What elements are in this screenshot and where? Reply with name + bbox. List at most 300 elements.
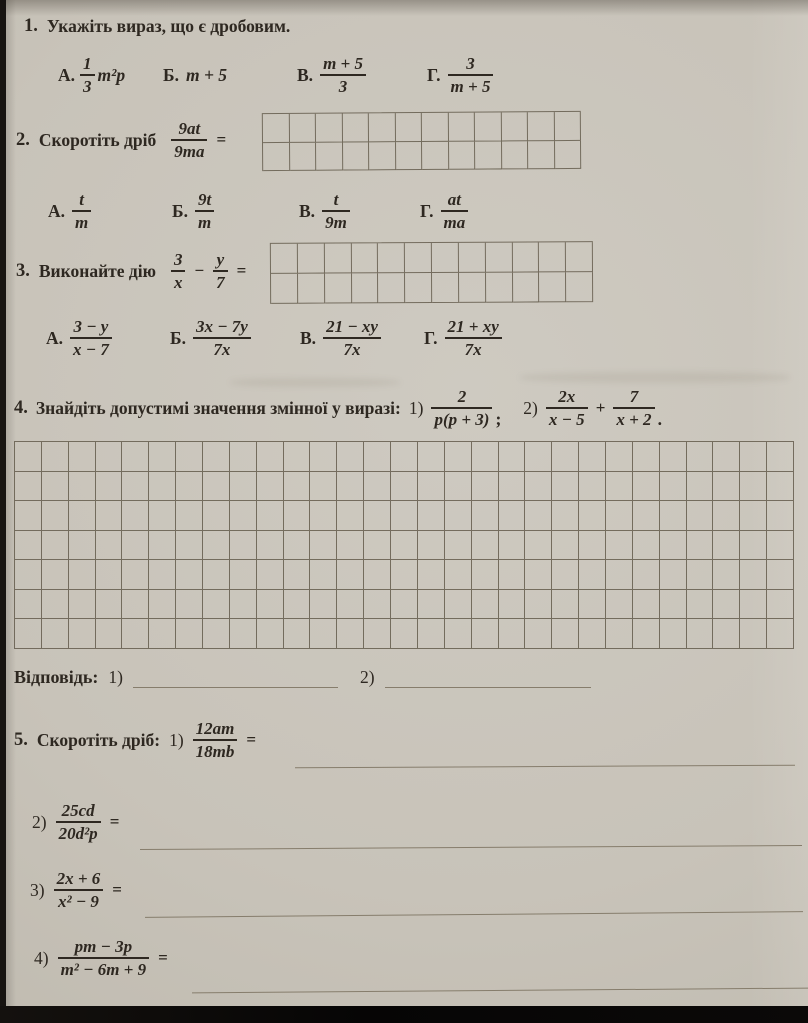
task-1-statement <box>24 16 290 37</box>
grid-cell <box>271 244 298 274</box>
grid-cell <box>149 472 176 502</box>
grid-cell <box>687 501 714 531</box>
fraction-bar <box>80 74 95 76</box>
task-3-option-b <box>170 306 251 370</box>
grid-cell <box>459 243 486 273</box>
fraction-3x7y-7x: $\frac{3x - 7y}{7x}$ <box>193 317 251 360</box>
task-3-answer-grid <box>270 241 593 304</box>
grid-cell <box>122 560 149 590</box>
grid-cell <box>499 501 526 531</box>
task-3-text: Виконайте дію <box>38 260 156 281</box>
grid-cell <box>391 560 418 590</box>
item-3-label: 3) <box>30 879 45 900</box>
grid-cell <box>69 560 96 590</box>
option-d-label: Г. <box>420 200 434 221</box>
task-5-item-1-writing-line <box>295 765 795 769</box>
grid-cell <box>42 619 69 649</box>
grid-cell <box>310 560 337 590</box>
grid-cell <box>15 442 42 472</box>
grid-cell <box>391 472 418 502</box>
grid-cell <box>149 590 176 620</box>
grid-cell <box>352 273 379 303</box>
grid-cell <box>418 560 445 590</box>
grid-cell <box>15 472 42 502</box>
answer-part-2: 2) <box>359 667 375 687</box>
grid-cell <box>445 619 472 649</box>
option-c-label: В. <box>297 64 314 85</box>
grid-cell <box>633 442 660 472</box>
fraction-m5-3: $\frac{m + 5}{3}$ <box>320 54 366 97</box>
option-c-label: В. <box>299 200 316 221</box>
grid-cell <box>486 273 513 303</box>
grid-cell <box>606 442 633 472</box>
grid-cell <box>606 590 633 620</box>
grid-cell <box>633 619 660 649</box>
grid-cell <box>284 619 311 649</box>
grid-cell <box>633 472 660 502</box>
grid-cell <box>203 619 230 649</box>
grid-cell <box>364 531 391 561</box>
fraction-y-7: $\frac{y}{7}$ <box>213 250 228 293</box>
grid-cell <box>284 442 311 472</box>
expression-m2p: m²p <box>97 64 126 85</box>
grid-cell <box>289 114 316 143</box>
grid-cell <box>713 472 740 502</box>
grid-cell <box>660 442 687 472</box>
fraction-bar <box>448 74 494 76</box>
grid-cell <box>42 472 69 502</box>
grid-cell <box>69 501 96 531</box>
grid-cell <box>69 472 96 502</box>
option-a-label: А. <box>46 327 64 348</box>
part-1-label: 1) <box>408 397 424 418</box>
grid-cell <box>257 590 284 620</box>
grid-cell <box>499 442 526 472</box>
grid-cell <box>149 619 176 649</box>
grid-cell <box>378 243 405 273</box>
grid-cell <box>579 472 606 502</box>
grid-cell <box>660 560 687 590</box>
task-2-answer-grid <box>262 111 581 171</box>
grid-cell <box>257 531 284 561</box>
grid-cell <box>96 531 123 561</box>
grid-cell <box>176 442 203 472</box>
grid-cell <box>364 472 391 502</box>
grid-cell <box>203 472 230 502</box>
grid-cell <box>552 501 579 531</box>
grid-cell <box>499 472 526 502</box>
grid-cell <box>525 590 552 620</box>
fraction-bar <box>70 337 112 339</box>
equals-sign: = <box>112 880 122 899</box>
grid-cell <box>513 272 540 302</box>
grid-cell <box>310 590 337 620</box>
grid-cell <box>740 472 767 502</box>
equals-sign: = <box>246 730 257 749</box>
grid-cell <box>687 560 714 590</box>
grid-cell <box>310 531 337 561</box>
grid-cell <box>606 501 633 531</box>
grid-cell <box>687 472 714 502</box>
grid-cell <box>713 590 740 620</box>
grid-cell <box>552 472 579 502</box>
grid-cell <box>606 472 633 502</box>
grid-cell <box>475 141 502 170</box>
grid-cell <box>42 590 69 620</box>
item-2-label: 2) <box>32 811 47 832</box>
grid-cell <box>257 501 284 531</box>
fraction-t-m: $\frac{t}{m}$ <box>72 190 91 233</box>
grid-cell <box>176 501 203 531</box>
grid-cell <box>606 560 633 590</box>
grid-cell <box>96 442 123 472</box>
task-2-number: 2. <box>16 129 30 150</box>
fraction-bar <box>56 821 101 823</box>
grid-cell <box>310 501 337 531</box>
grid-cell <box>149 531 176 561</box>
minus-sign: − <box>194 261 205 280</box>
grid-cell <box>552 442 579 472</box>
grid-cell <box>230 501 257 531</box>
grid-cell <box>122 531 149 561</box>
grid-cell <box>499 560 526 590</box>
grid-cell <box>606 619 633 649</box>
grid-cell <box>633 531 660 561</box>
grid-cell <box>713 501 740 531</box>
grid-cell <box>176 590 203 620</box>
grid-cell <box>579 531 606 561</box>
grid-cell <box>633 560 660 590</box>
fraction-2x-x5: $\frac{2x}{x - 5}$ <box>546 387 588 430</box>
grid-cell <box>149 560 176 590</box>
grid-cell <box>230 442 257 472</box>
grid-cell <box>310 619 337 649</box>
grid-cell <box>325 273 352 303</box>
grid-cell <box>422 141 449 170</box>
plus-sign: + <box>595 398 606 417</box>
fraction-2-pp3: $\frac{2}{p(p + 3)}$ <box>431 387 492 430</box>
grid-cell <box>445 590 472 620</box>
grid-cell <box>230 531 257 561</box>
grid-cell <box>203 590 230 620</box>
grid-cell <box>405 243 432 273</box>
grid-cell <box>525 442 552 472</box>
grid-cell <box>475 112 502 141</box>
grid-cell <box>325 243 352 273</box>
grid-cell <box>284 501 311 531</box>
task-5-item-4 <box>34 924 168 992</box>
task-3-statement <box>16 238 246 304</box>
grid-cell <box>96 560 123 590</box>
grid-cell <box>432 273 459 303</box>
task-5-item-2 <box>32 790 119 854</box>
grid-cell <box>633 590 660 620</box>
grid-cell <box>555 140 582 169</box>
grid-cell <box>449 141 476 170</box>
grid-cell <box>149 442 176 472</box>
grid-cell <box>767 472 794 502</box>
grid-cell <box>486 243 513 273</box>
fraction-bar <box>323 337 381 339</box>
grid-cell <box>310 442 337 472</box>
grid-cell <box>687 619 714 649</box>
fraction-3-m5: $\frac{3}{m + 5}$ <box>448 54 494 97</box>
answer-line <box>14 658 591 688</box>
option-d-label: Г. <box>427 64 441 85</box>
grid-cell <box>579 501 606 531</box>
task-2-option-d <box>420 180 468 242</box>
grid-cell <box>96 472 123 502</box>
grid-cell <box>448 113 475 142</box>
fraction-bar <box>193 739 238 741</box>
grid-cell <box>149 501 176 531</box>
grid-cell <box>310 472 337 502</box>
task-5-text: Скоротіть дріб: <box>36 729 161 750</box>
fraction-bar <box>546 407 588 409</box>
grid-cell <box>69 590 96 620</box>
grid-cell <box>499 590 526 620</box>
grid-cell <box>740 442 767 472</box>
grid-cell <box>660 472 687 502</box>
fraction-pm3p-m26m9: $\frac{pm - 3p}{\text{m² − 6m + 9}}$ <box>58 937 150 980</box>
option-a-label: А. <box>58 64 76 85</box>
grid-cell <box>364 442 391 472</box>
grid-cell <box>767 590 794 620</box>
grid-cell <box>378 273 405 303</box>
fraction-1-3: $\frac{1}{3}$ <box>80 54 95 97</box>
grid-cell <box>316 114 343 143</box>
grid-cell <box>284 531 311 561</box>
fraction-12am-18mb: $\frac{12am}{18mb}$ <box>193 719 238 762</box>
option-d-label: Г. <box>424 327 438 348</box>
option-b-label: Б. <box>172 200 188 221</box>
grid-cell <box>552 619 579 649</box>
answer-part-1: 1) <box>108 667 123 687</box>
task-1-option-d <box>427 42 493 108</box>
grid-cell <box>342 113 369 142</box>
grid-cell <box>445 501 472 531</box>
grid-cell <box>445 560 472 590</box>
grid-cell <box>472 472 499 502</box>
task-5-number: 5. <box>14 729 28 750</box>
grid-cell <box>445 472 472 502</box>
task-3-option-d <box>424 306 502 370</box>
photo-left-edge <box>0 0 6 1007</box>
grid-cell <box>122 501 149 531</box>
grid-cell <box>767 619 794 649</box>
grid-cell <box>445 531 472 561</box>
grid-cell <box>203 442 230 472</box>
grid-cell <box>203 560 230 590</box>
fraction-bar <box>431 407 492 409</box>
fraction-bar <box>171 270 186 272</box>
fraction-bar <box>213 270 228 272</box>
grid-cell <box>364 501 391 531</box>
option-a-label: А. <box>48 200 66 221</box>
grid-cell <box>316 142 343 171</box>
grid-cell <box>713 619 740 649</box>
grid-cell <box>364 590 391 620</box>
grid-cell <box>660 501 687 531</box>
task-5-item-4-writing-line <box>192 988 808 994</box>
grid-cell <box>203 531 230 561</box>
task-1-number: 1. <box>24 16 38 36</box>
grid-cell <box>660 531 687 561</box>
grid-cell <box>395 113 422 142</box>
task-4-number: 4. <box>14 397 28 418</box>
grid-cell <box>499 619 526 649</box>
grid-cell <box>230 590 257 620</box>
grid-cell <box>122 472 149 502</box>
task-2-statement <box>16 108 226 172</box>
grid-cell <box>203 501 230 531</box>
grid-cell <box>69 619 96 649</box>
grid-cell <box>284 472 311 502</box>
grid-cell <box>539 272 566 302</box>
grid-cell <box>740 590 767 620</box>
task-1-text: Укажіть вираз, що є дробовим. <box>46 16 291 36</box>
grid-cell <box>606 531 633 561</box>
period: . <box>657 409 662 429</box>
grid-cell <box>687 531 714 561</box>
grid-cell <box>472 619 499 649</box>
grid-cell <box>432 243 459 273</box>
grid-cell <box>343 142 370 171</box>
grid-cell <box>552 531 579 561</box>
grid-cell <box>472 442 499 472</box>
grid-cell <box>767 442 794 472</box>
grid-cell <box>257 619 284 649</box>
grid-cell <box>740 619 767 649</box>
grid-cell <box>740 501 767 531</box>
grid-cell <box>660 619 687 649</box>
task-2-option-c <box>299 180 350 242</box>
grid-cell <box>122 619 149 649</box>
grid-cell <box>418 472 445 502</box>
task-5-item-2-writing-line <box>140 845 802 850</box>
equals-sign: = <box>216 130 227 149</box>
grid-cell <box>525 619 552 649</box>
grid-cell <box>472 531 499 561</box>
grid-cell <box>418 590 445 620</box>
fraction-7-x2: $\frac{7}{x + 2}$ <box>613 387 654 430</box>
item-4-label: 4) <box>34 947 49 968</box>
grid-cell <box>96 501 123 531</box>
grid-cell <box>422 113 449 142</box>
part-2-label: 2) <box>523 397 538 418</box>
grid-cell <box>391 442 418 472</box>
grid-cell <box>15 619 42 649</box>
task-1-option-c <box>297 42 366 108</box>
option-b-label: Б. <box>170 327 186 348</box>
semicolon: ; <box>495 409 502 429</box>
grid-cell <box>501 112 528 141</box>
grid-cell <box>767 501 794 531</box>
grid-cell <box>15 590 42 620</box>
grid-cell <box>271 274 298 304</box>
grid-cell <box>298 244 325 274</box>
grid-cell <box>633 501 660 531</box>
fraction-bar <box>195 210 214 212</box>
grid-cell <box>396 141 423 170</box>
fraction-bar <box>445 337 502 339</box>
expression-m-plus-5: m + 5 <box>185 64 228 85</box>
fraction-bar <box>171 139 207 141</box>
fraction-bar <box>320 74 366 76</box>
grid-cell <box>263 114 290 143</box>
grid-cell <box>445 442 472 472</box>
fraction-bar <box>193 337 251 339</box>
fraction-t-9m: $\frac{t}{9m}$ <box>322 190 350 233</box>
grid-cell <box>337 590 364 620</box>
grid-cell <box>391 590 418 620</box>
fraction-3y-x7: $\frac{3 - y}{x - 7}$ <box>70 317 112 360</box>
grid-cell <box>502 141 529 170</box>
task-2-option-a <box>48 180 91 242</box>
equals-sign: = <box>109 812 120 831</box>
task-2-option-b <box>172 180 214 242</box>
answer-label: Відповідь: <box>14 667 99 687</box>
grid-cell <box>257 560 284 590</box>
grid-cell <box>687 590 714 620</box>
option-b-label: Б. <box>163 64 179 85</box>
grid-cell <box>369 113 396 142</box>
grid-cell <box>459 273 486 303</box>
grid-cell <box>660 590 687 620</box>
grid-cell <box>579 442 606 472</box>
grid-cell <box>369 142 396 171</box>
grid-cell <box>539 242 566 272</box>
grid-cell <box>351 243 378 273</box>
fraction-bar <box>58 957 150 959</box>
grid-cell <box>257 442 284 472</box>
fraction-bar <box>72 210 91 212</box>
grid-cell <box>230 472 257 502</box>
grid-cell <box>767 531 794 561</box>
answer-blank-1 <box>133 663 338 688</box>
grid-cell <box>364 560 391 590</box>
grid-cell <box>290 142 317 171</box>
grid-cell <box>230 560 257 590</box>
grid-cell <box>713 560 740 590</box>
grid-cell <box>69 442 96 472</box>
grid-cell <box>337 442 364 472</box>
grid-cell <box>579 590 606 620</box>
grid-cell <box>42 531 69 561</box>
option-c-label: В. <box>300 327 317 348</box>
grid-cell <box>337 501 364 531</box>
task-5-statement <box>14 708 256 772</box>
fraction-bar <box>613 407 654 409</box>
grid-cell <box>122 590 149 620</box>
grid-cell <box>528 112 555 141</box>
grid-cell <box>42 501 69 531</box>
grid-cell <box>525 501 552 531</box>
grid-cell <box>552 590 579 620</box>
grid-cell <box>176 531 203 561</box>
grid-cell <box>284 590 311 620</box>
grid-cell <box>337 531 364 561</box>
grid-cell <box>15 531 42 561</box>
task-2-text: Скоротіть дріб <box>38 129 157 150</box>
grid-cell <box>42 442 69 472</box>
grid-cell <box>579 619 606 649</box>
grid-cell <box>257 472 284 502</box>
task-4-statement <box>14 376 662 440</box>
grid-cell <box>472 590 499 620</box>
grid-cell <box>96 590 123 620</box>
grid-cell <box>122 442 149 472</box>
